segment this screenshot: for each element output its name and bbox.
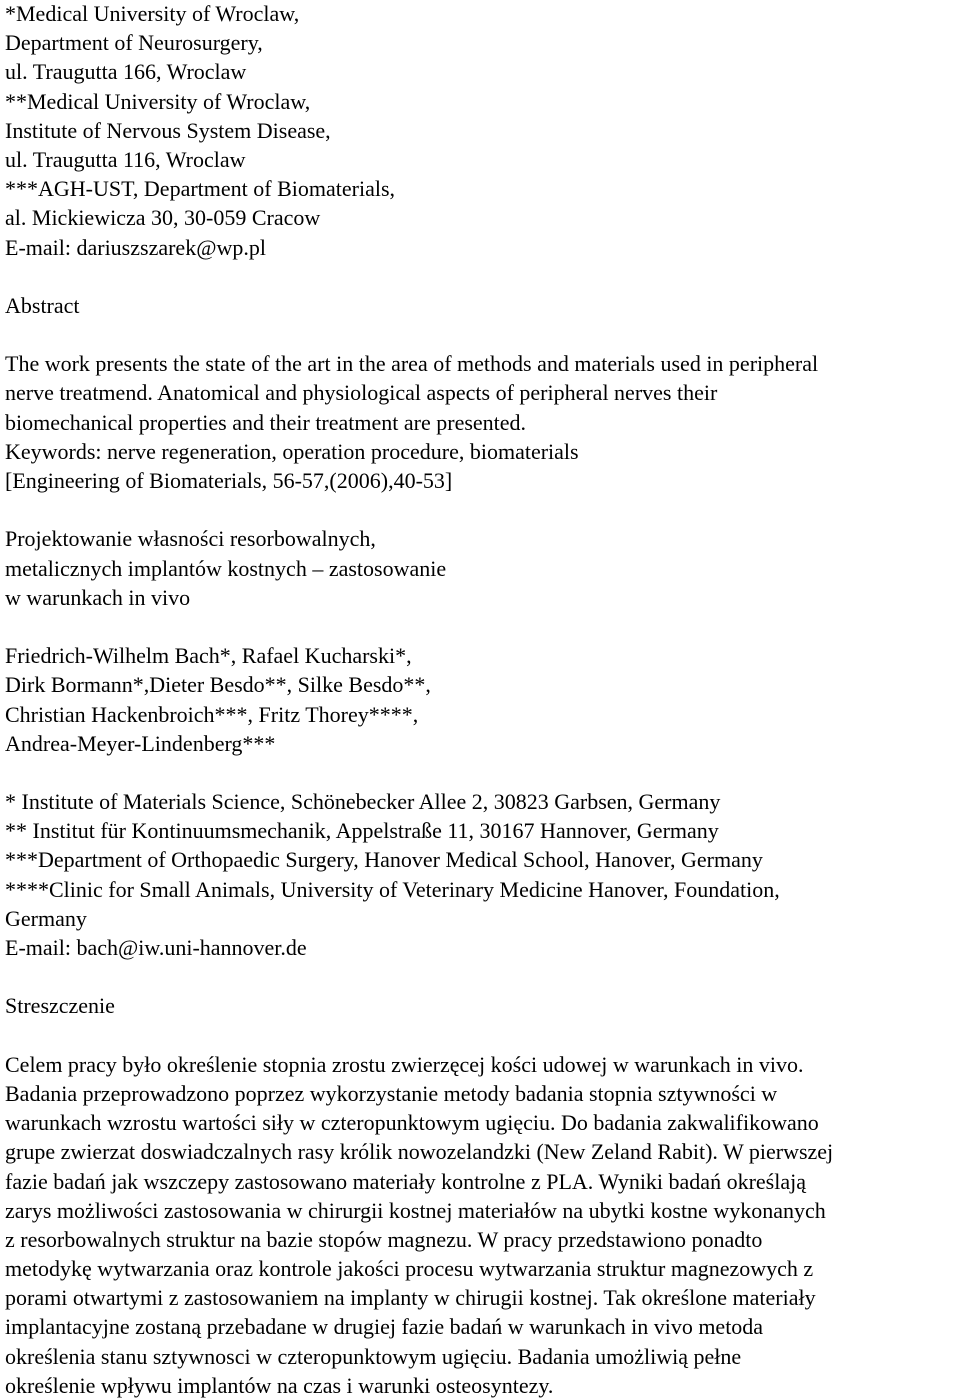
abstract-line: nerve treatmend. Anatomical and physiological aspects of peripheral nerves their <box>5 380 718 406</box>
affiliation-line: * Institute of Materials Science, Schönebecker Allee 2, 30823 Garbsen, Germany <box>5 789 721 815</box>
abstract-line: The work presents the state of the art in the area of methods and materials used in peripheral <box>5 351 819 377</box>
spacer <box>5 758 960 787</box>
polish-title <box>5 524 960 612</box>
citation-line: [Engineering of Biomaterials, 56-57,(2006),40-53] <box>5 468 453 493</box>
affiliation-line: ***Department of Orthopaedic Surgery, Hanover Medical School, Hanover, Germany <box>5 847 763 873</box>
streszczenie-line: warunkach wzrostu wartości siły w czteropunktowym ugięciu. Do badania zakwalifikowano <box>5 1110 819 1136</box>
authors-line: Andrea-Meyer-Lindenberg*** <box>5 730 276 756</box>
affiliation-line: Institute of Nervous System Disease, <box>5 117 331 143</box>
affiliation-line: ul. Traugutta 116, Wroclaw <box>5 146 246 172</box>
streszczenie-line: grupe zwierzat doswiadczalnych rasy królik nowozelandzki (New Zeland Rabit). W pierwszej <box>5 1139 834 1165</box>
title-line: Projektowanie własności resorbowalnych, <box>5 526 376 552</box>
affiliation-line: al. Mickiewicza 30, 30-059 Cracow <box>5 205 321 231</box>
streszczenie-line: Badania przeprowadzono poprzez wykorzystanie metody badania stopnia sztywności w <box>5 1080 778 1106</box>
streszczenie-line: porami otwartymi z zastosowaniem na implanty w chirugii kostnej. Tak określone materiały <box>5 1285 816 1311</box>
affiliations-block-de <box>5 787 960 962</box>
authors-line: Friedrich-Wilhelm Bach*, Rafael Kucharski*, <box>5 643 412 669</box>
abstract-line: biomechanical properties and their treatment are presented. <box>5 409 527 435</box>
streszczenie-line: fazie badań jak wszczepy zastosowano materiały kontrolne z PLA. Wyniki badań określają <box>5 1168 806 1194</box>
email-line: E-mail: dariuszszarek@wp.pl <box>5 234 266 260</box>
affiliation-line: Germany <box>5 905 87 931</box>
streszczenie-line: określenia stanu sztywnosci w czteropunktowym ugięciu. Badania umożliwią pełne <box>5 1343 742 1369</box>
streszczenie-line: Celem pracy było określenie stopnia zrostu zwierzęcej kości udowej w warunkach in vivo. <box>5 1051 804 1077</box>
authors-block <box>5 641 960 758</box>
document-page <box>5 0 960 1400</box>
affiliation-line: Department of Neurosurgery, <box>5 30 263 56</box>
affiliation-line: **Medical University of Wroclaw, <box>5 88 311 114</box>
authors-line: Christian Hackenbroich***, Fritz Thorey****, <box>5 701 419 727</box>
title-line: w warunkach in vivo <box>5 584 191 610</box>
spacer <box>5 962 960 991</box>
streszczenie-line: implantacyjne zostaną przebadane w drugiej fazie badań w warunkach in vivo metoda <box>5 1314 764 1340</box>
streszczenie-line: zarys możliwości zastosowania w chirurgii kostnej materiałów na ubytki kostne wykonanych <box>5 1197 826 1223</box>
streszczenie-heading: Streszczenie <box>5 993 115 1019</box>
streszczenie-body <box>5 1050 960 1400</box>
keywords-line: Keywords: nerve regeneration, operation procedure, biomaterials <box>5 438 579 464</box>
abstract-heading: Abstract <box>5 292 80 318</box>
affiliation-line: ****Clinic for Small Animals, University of Veterinary Medicine Hanover, Foundation, <box>5 876 780 902</box>
spacer <box>5 612 960 641</box>
email-line: E-mail: bach@iw.uni-hannover.de <box>5 935 307 960</box>
affiliation-line: *Medical University of Wroclaw, <box>5 1 300 26</box>
spacer <box>5 1021 960 1050</box>
spacer <box>5 320 960 349</box>
affiliations-block-en <box>5 0 960 262</box>
affiliation-line: ul. Traugutta 166, Wroclaw <box>5 59 247 85</box>
affiliation-line: ***AGH-UST, Department of Biomaterials, <box>5 176 396 202</box>
affiliation-line: ** Institut für Kontinuumsmechanik, Appelstraße 11, 30167 Hannover, Germany <box>5 818 719 844</box>
streszczenie-line: metodykę wytwarzania oraz kontrole jakości procesu wytwarzania struktur magnezowych z <box>5 1256 814 1282</box>
spacer <box>5 495 960 524</box>
streszczenie-line: z resorbowalnych struktur na bazie stopów magnezu. W pracy przedstawiono ponadto <box>5 1226 763 1252</box>
title-line: metalicznych implantów kostnych – zastosowanie <box>5 555 447 581</box>
streszczenie-line: określenie wpływu implantów na czas i warunki osteosyntezy. <box>5 1372 554 1398</box>
spacer <box>5 262 960 291</box>
abstract-body <box>5 349 960 495</box>
authors-line: Dirk Bormann*,Dieter Besdo**, Silke Besdo**, <box>5 672 431 698</box>
